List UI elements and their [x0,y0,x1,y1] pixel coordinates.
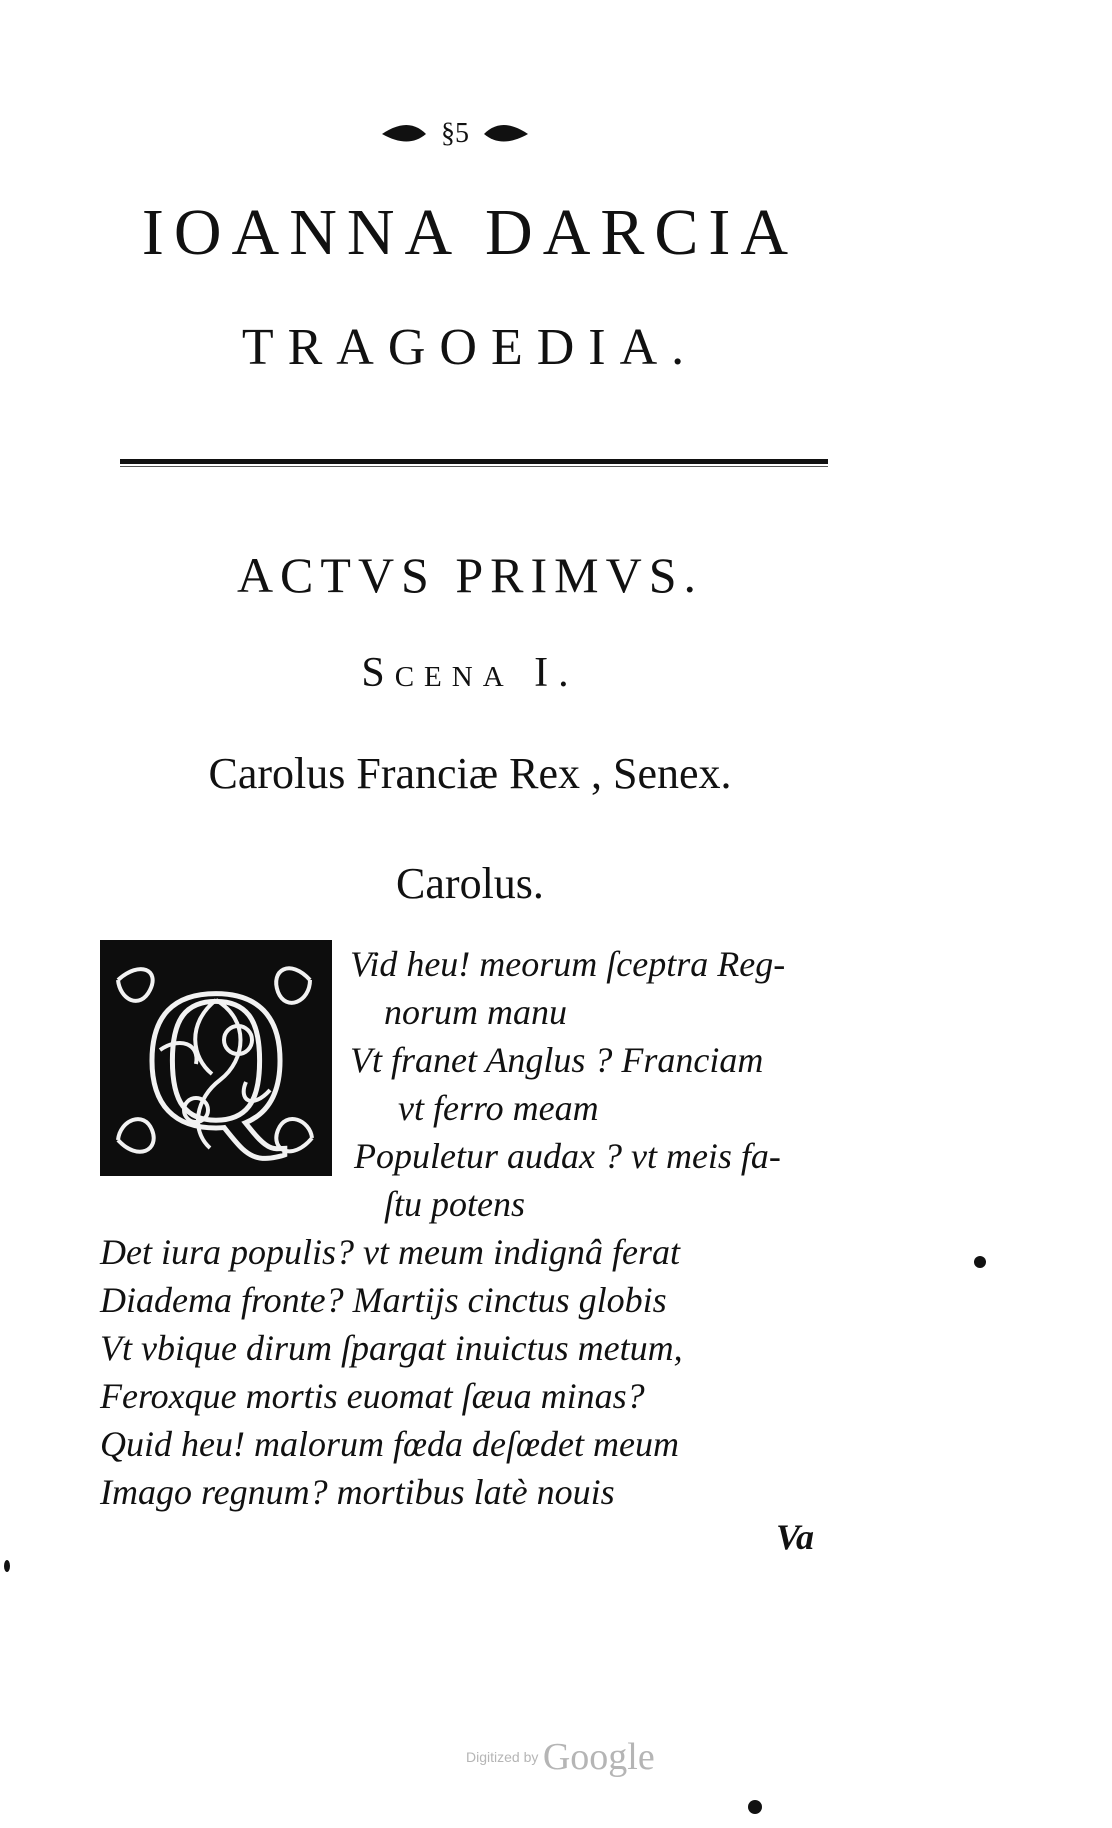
catchword: Va [776,1517,815,1557]
verse-line: Diadema fronte? Martijs cinctus globis [100,1280,667,1320]
watermark-prefix: Digitized by [466,1749,539,1765]
speaker-name: Carolus. [396,859,544,908]
verse-line: vt ferro meam [398,1088,599,1128]
verse-line: Det iura populis? vt meum indignâ ferat [100,1232,680,1272]
dramatis-personae: Carolus Franciæ Rex , Senex. [208,749,732,798]
verse-line: Quid heu! malorum fœda deſœdet meum [100,1424,679,1464]
ink-speck [974,1256,986,1268]
play-subtitle: TRAGOEDIA. [241,319,699,376]
verse-line: Imago regnum? mortibus latè nouis [100,1472,615,1512]
decorated-initial [100,940,332,1176]
play-title: IOANNA DARCIA [141,196,799,269]
divider-rule-thin [120,466,828,467]
google-logo: Google [542,1736,655,1778]
page-ornament [380,112,530,152]
verse-line: norum manu [384,992,568,1032]
scene-heading: Scena I. [361,650,579,696]
verse-line: Vid heu! meorum ſceptra Reg- [350,944,786,984]
verse-line: ſtu potens [384,1184,525,1224]
digitization-watermark [466,1735,655,1779]
page-mark: §5 [441,118,469,149]
verse-line: Populetur audax ? vt meis fa- [354,1136,781,1176]
act-heading: ACTVS PRIMVS. [236,547,704,603]
ink-speck [4,1560,10,1572]
divider-rule [120,459,828,464]
ink-speck [748,1800,762,1814]
verse-line: Feroxque mortis euomat ſæua minas? [100,1376,645,1416]
initial-letter: Q [143,949,289,1170]
verse-line: Vt franet Anglus ? Franciam [350,1040,764,1080]
floral-initial-icon [100,940,332,1176]
verse-line: Vt vbique dirum ſpargat inuictus metum, [100,1328,683,1368]
